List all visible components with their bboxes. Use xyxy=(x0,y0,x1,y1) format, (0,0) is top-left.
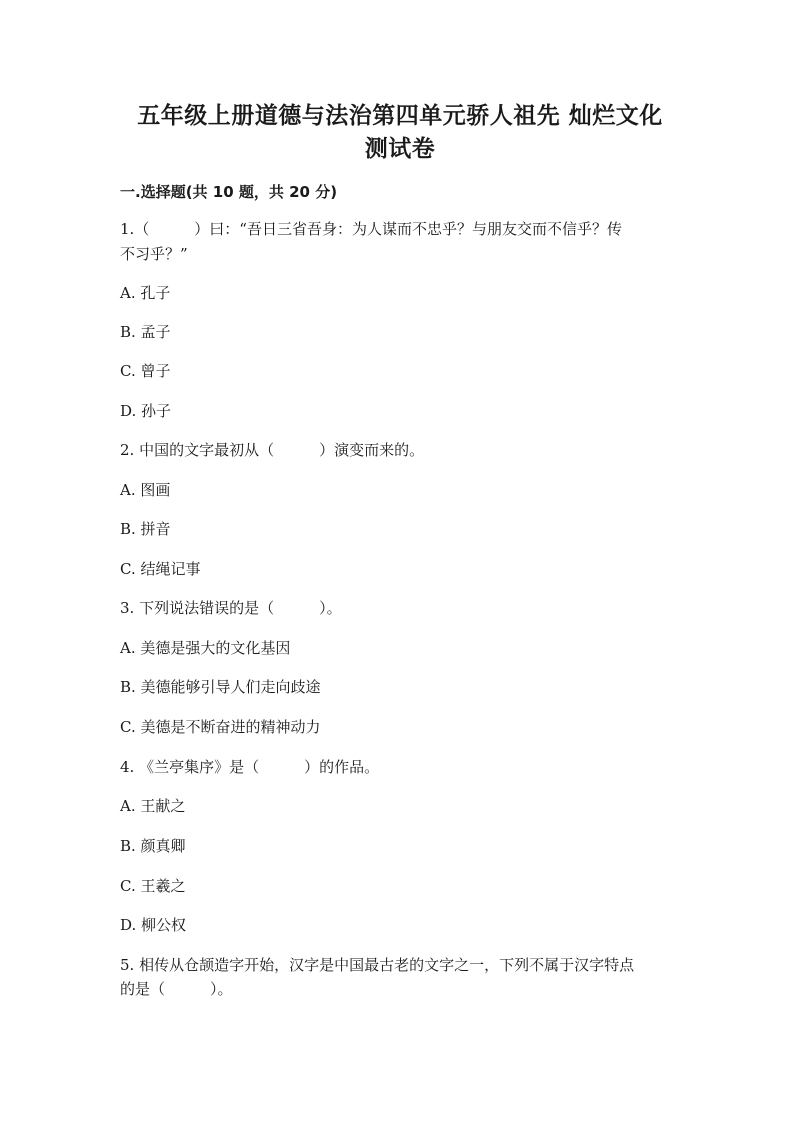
question-3-option-c: C. 美德是不断奋进的精神动力 xyxy=(120,718,321,736)
document-title-line-1: 五年级上册道德与法治第四单元骄人祖先 灿烂文化 xyxy=(137,103,663,129)
question-1-option-d: D. 孙子 xyxy=(120,402,172,420)
question-2-option-a: A. 图画 xyxy=(120,481,171,499)
question-1-stem-line-1: 1.（ ）曰：“吾日三省吾身：为人谋而不忠乎？与朋友交而不信乎？传 xyxy=(120,220,622,238)
section-heading: 一.选择题(共 10 题，共 20 分) xyxy=(120,183,338,201)
question-2-option-b: B. 拼音 xyxy=(120,520,171,538)
question-5-stem-line-2: 的是（ ）。 xyxy=(120,980,233,998)
question-4-option-d: D. 柳公权 xyxy=(120,916,187,934)
question-1-option-a: A. 孔子 xyxy=(120,284,171,302)
question-4-option-c: C. 王羲之 xyxy=(120,877,186,895)
question-3-option-a: A. 美德是强大的文化基因 xyxy=(120,639,291,657)
question-2-stem: 2. 中国的文字最初从（ ）演变而来的。 xyxy=(120,441,425,459)
question-2-option-c: C. 结绳记事 xyxy=(120,560,201,578)
document-title-line-2: 测试卷 xyxy=(364,136,436,162)
question-4-stem: 4. 《兰亭集序》是（ ）的作品。 xyxy=(120,758,380,776)
question-1-stem-line-2: 不习乎？” xyxy=(120,245,188,263)
question-5-stem-line-1: 5. 相传从仓颉造字开始，汉字是中国最古老的文字之一，下列不属于汉字特点 xyxy=(120,956,635,974)
question-1-option-b: B. 孟子 xyxy=(120,323,171,341)
question-1-option-c: C. 曾子 xyxy=(120,362,171,380)
question-3-option-b: B. 美德能够引导人们走向歧途 xyxy=(120,678,321,696)
question-4-option-b: B. 颜真卿 xyxy=(120,837,186,855)
question-4-option-a: A. 王献之 xyxy=(120,797,186,815)
question-3-stem: 3. 下列说法错误的是（ ）。 xyxy=(120,599,342,617)
